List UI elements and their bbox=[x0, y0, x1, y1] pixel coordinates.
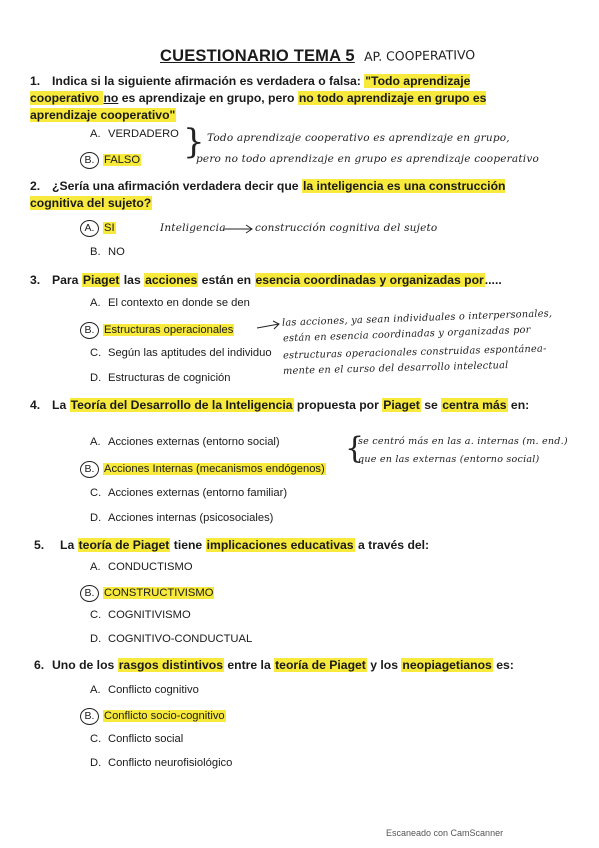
selected-circle-b: B. bbox=[80, 585, 99, 602]
question-number: 3. bbox=[30, 273, 41, 287]
handwritten-note: estructuras operacionales construidas espontánea- bbox=[282, 343, 547, 362]
question-text: tiene bbox=[170, 538, 206, 552]
option-letter: B. bbox=[90, 246, 101, 258]
handwritten-note: están en esencia coordinadas y organizadas por bbox=[282, 324, 531, 345]
option-text: Conflicto social bbox=[108, 733, 184, 745]
question-text: en: bbox=[507, 398, 530, 412]
handwritten-note: pero no todo aprendizaje en grupo es aprendizaje cooperativo bbox=[196, 153, 539, 165]
option-text: El contexto en donde se den bbox=[108, 297, 250, 309]
handwritten-note: construcción cognitiva del sujeto bbox=[255, 222, 438, 234]
handwritten-title-note: AP. COOPERATIVO bbox=[363, 47, 476, 64]
selected-circle-b: B. bbox=[80, 322, 99, 339]
option-letter: C. bbox=[90, 733, 102, 745]
question-highlight: la inteligencia es una construcción cognitiva del sujeto? bbox=[30, 179, 506, 210]
brace: { bbox=[345, 431, 365, 466]
scanner-watermark: Escaneado con CamScanner bbox=[386, 828, 504, 838]
option-letter: A. bbox=[90, 436, 101, 448]
question-text: se bbox=[420, 398, 442, 412]
option-text: CONSTRUCTIVISMO bbox=[104, 587, 214, 599]
option-text: Acciones Internas (mecanismos endógenos) bbox=[104, 463, 325, 475]
question-number: 6. bbox=[34, 658, 45, 672]
selected-circle-b: B. bbox=[80, 461, 99, 478]
option-text: Según las aptitudes del individuo bbox=[108, 347, 272, 359]
question-text: Indica si la siguiente afirmación es verdadera o falsa: bbox=[52, 74, 365, 88]
question-highlight: no todo aprendizaje en grupo es aprendizaje cooperativo" bbox=[30, 91, 487, 122]
handwritten-note: que en las externas (entorno social) bbox=[358, 454, 540, 465]
selected-circle-b: B. bbox=[80, 708, 99, 725]
question-highlight: rasgos distintivos bbox=[118, 658, 223, 672]
question-text: a través del: bbox=[354, 538, 430, 552]
question-number: 2. bbox=[30, 179, 41, 193]
question-highlight: neopiagetianos bbox=[402, 658, 492, 672]
option-text: Conflicto neurofisiológico bbox=[108, 757, 233, 769]
handwritten-note: Inteligencia bbox=[160, 222, 226, 234]
option-text: VERDADERO bbox=[108, 128, 179, 140]
option-letter: A. bbox=[90, 561, 101, 573]
option-letter: C. bbox=[90, 347, 102, 359]
question-highlight: acciones bbox=[145, 273, 198, 287]
option-letter: C. bbox=[90, 609, 102, 621]
selected-circle-b: B. bbox=[80, 152, 99, 169]
question-text: están en bbox=[198, 273, 255, 287]
question-text: entre la bbox=[223, 658, 275, 672]
page-title: CUESTIONARIO TEMA 5 bbox=[160, 47, 355, 65]
question-highlight: "Todo aprendizaje cooperativo bbox=[30, 74, 471, 105]
handwritten-note: Todo aprendizaje cooperativo es aprendizaje en grupo, bbox=[207, 132, 510, 144]
brace: } bbox=[183, 122, 205, 162]
option-letter: A. bbox=[90, 297, 101, 309]
question-text: Uno de los bbox=[52, 658, 118, 672]
option-text: Acciones externas (entorno familiar) bbox=[108, 487, 288, 499]
question-highlight: Piaget bbox=[383, 398, 420, 412]
question-highlight: centra más bbox=[442, 398, 507, 412]
handwritten-note: mente en el curso del desarrollo intelectual bbox=[282, 360, 509, 377]
question-highlight: esencia coordinadas y organizadas por bbox=[255, 273, 484, 287]
option-letter: C. bbox=[90, 487, 102, 499]
handwritten-note: se centró más en las a. internas (m. end.) bbox=[358, 436, 568, 447]
question-highlight: teoría de Piaget bbox=[78, 538, 170, 552]
question-underline: no bbox=[103, 91, 119, 105]
option-letter: D. bbox=[90, 757, 102, 769]
question-number: 5. bbox=[34, 538, 45, 552]
option-text: COGNITIVISMO bbox=[108, 609, 191, 621]
question-text: es: bbox=[492, 658, 514, 672]
option-letter: A. bbox=[90, 684, 101, 696]
option-text: Conflicto socio-cognitivo bbox=[104, 710, 225, 722]
option-letter: A. bbox=[90, 128, 101, 140]
option-text: Acciones externas (entorno social) bbox=[108, 436, 280, 448]
option-text: SI bbox=[104, 222, 115, 234]
question-highlight: Piaget bbox=[82, 273, 120, 287]
question-text: Para bbox=[52, 273, 82, 287]
option-text: Estructuras operacionales bbox=[104, 324, 234, 336]
option-text: Estructuras de cognición bbox=[108, 372, 231, 384]
question-highlight: teoría de Piaget bbox=[275, 658, 366, 672]
option-text: COGNITIVO-CONDUCTUAL bbox=[108, 633, 253, 645]
arrow-q3 bbox=[257, 321, 279, 329]
question-number: 1. bbox=[30, 74, 41, 88]
option-text: FALSO bbox=[104, 154, 141, 166]
question-text: ¿Sería una afirmación verdadera decir que bbox=[52, 179, 302, 193]
arrow-q2 bbox=[224, 225, 252, 233]
question-highlight: Teoría del Desarrollo de la Inteligencia bbox=[70, 398, 293, 412]
option-text: Conflicto cognitivo bbox=[108, 684, 199, 696]
question-highlight: implicaciones educativas bbox=[206, 538, 354, 552]
option-letter: D. bbox=[90, 372, 102, 384]
question-text: La bbox=[60, 538, 78, 552]
question-text: ..... bbox=[484, 273, 502, 287]
option-text: NO bbox=[108, 246, 125, 258]
option-letter: D. bbox=[90, 512, 102, 524]
question-text: propuesta por bbox=[293, 398, 383, 412]
question-text: las bbox=[120, 273, 145, 287]
question-text: es aprendizaje en grupo, pero bbox=[118, 91, 298, 105]
handwritten-note: las acciones, ya sean individuales o interpersonales, bbox=[281, 308, 553, 329]
option-text: CONDUCTISMO bbox=[108, 561, 193, 573]
option-letter: D. bbox=[90, 633, 102, 645]
option-text: Acciones internas (psicosociales) bbox=[108, 512, 274, 524]
selected-circle-a: A. bbox=[80, 220, 99, 237]
question-text: La bbox=[52, 398, 70, 412]
question-text: y los bbox=[366, 658, 402, 672]
question-number: 4. bbox=[30, 398, 41, 412]
